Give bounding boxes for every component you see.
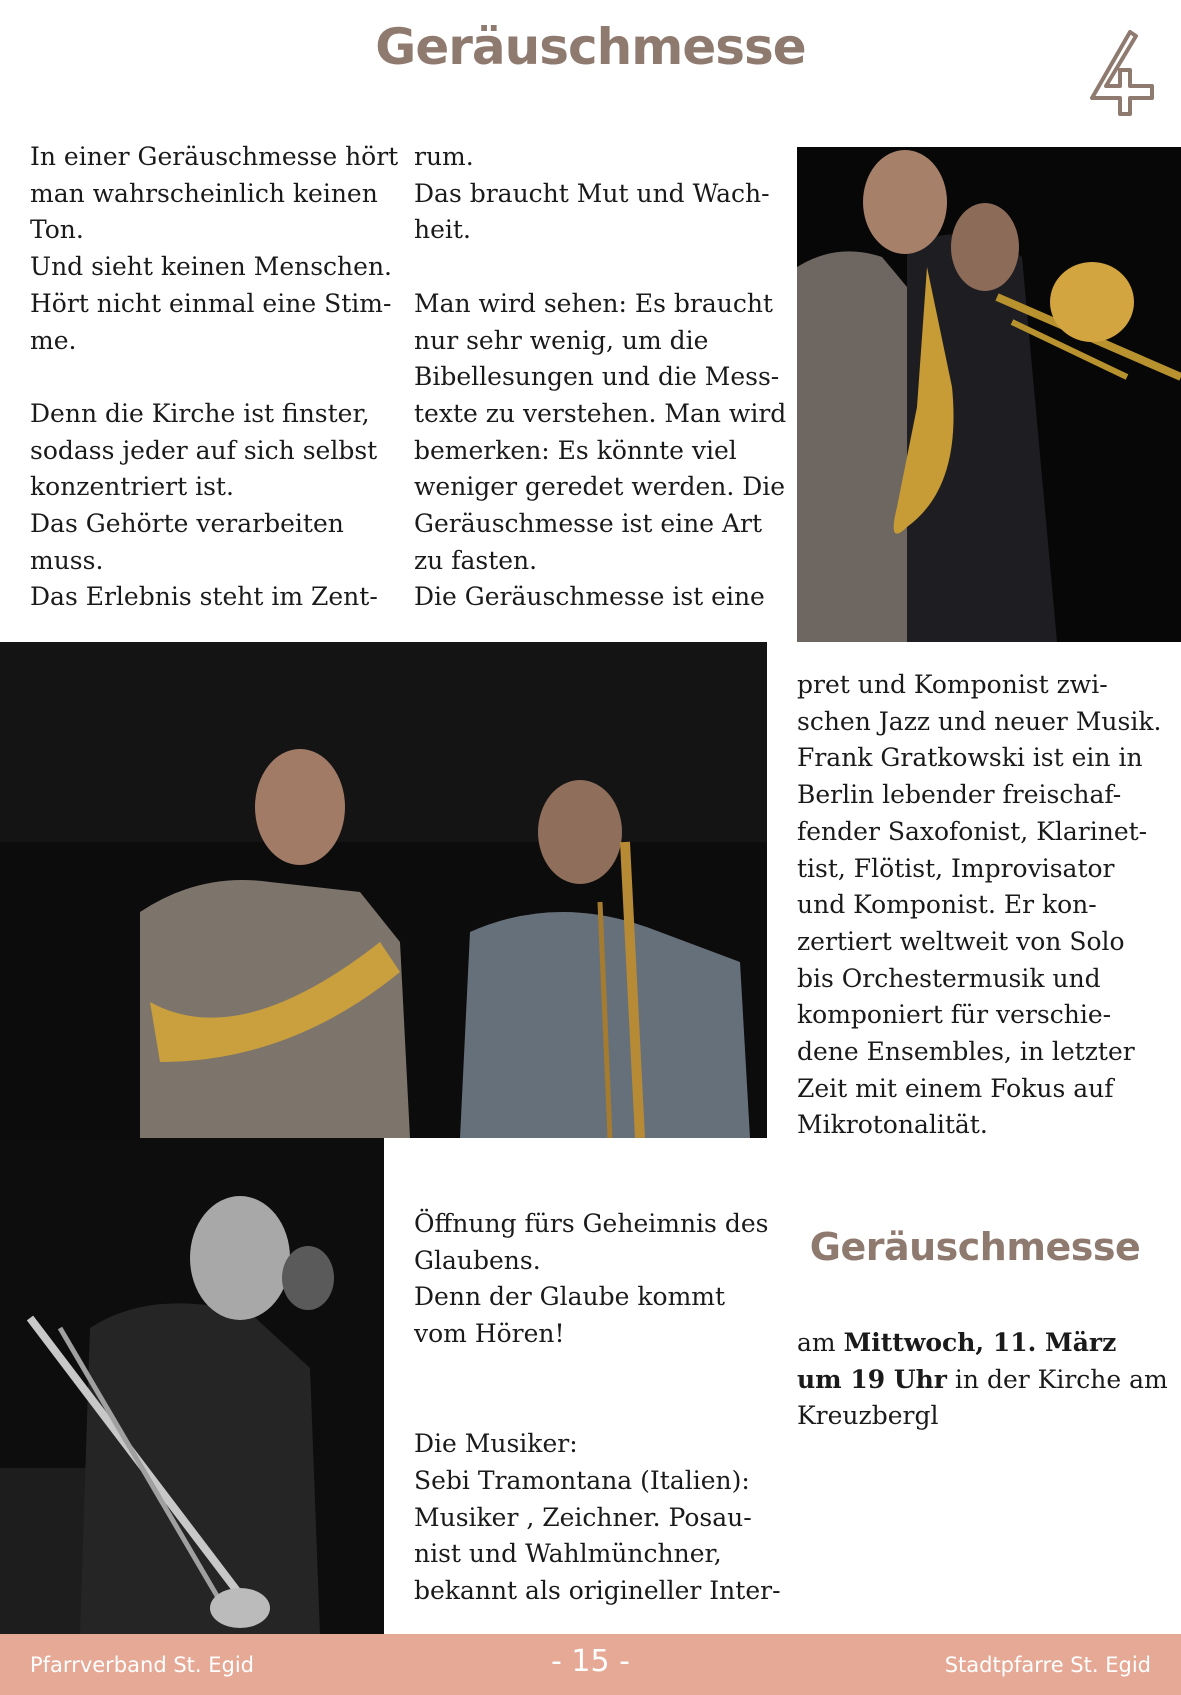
text-line: Das Gehörte verarbeiten: [30, 509, 344, 539]
event-date: Mittwoch, 11. März: [843, 1328, 1117, 1357]
page-footer: [0, 1634, 1181, 1695]
text-line: texte zu verstehen. Man wird: [414, 398, 787, 428]
text-line: Zeit mit einem Fokus auf: [797, 1073, 1114, 1103]
text-line: pret und Komponist zwi-: [797, 670, 1108, 699]
page-title: Geräuschmesse: [375, 18, 806, 76]
photo-musicians-talking: [0, 642, 767, 1138]
text-line: Sebi Tramontana (Italien):: [414, 1465, 750, 1495]
text-line: Mikrotonalität.: [797, 1110, 988, 1140]
text-line: Glaubens.: [414, 1245, 541, 1275]
text-line: Bibellesungen und die Mess-: [414, 362, 780, 392]
text-line: weniger geredet werden. Die: [414, 472, 786, 502]
text-line: bemerken: Es könnte viel: [414, 435, 737, 465]
cross-number-logo: [1086, 26, 1158, 120]
text-line: [414, 1390, 781, 1427]
text-line: Frank Gratkowski ist ein in: [797, 743, 1143, 773]
text-line: Und sieht keinen Menschen.: [30, 252, 392, 282]
text-line: Hört nicht einmal eine Stim-: [30, 288, 392, 318]
event-time: um 19 Uhr: [797, 1364, 947, 1394]
text-line: [414, 249, 786, 286]
text-line: [414, 1353, 781, 1390]
footer-right: Stadtpfarre St. Egid: [944, 1653, 1151, 1677]
text-line: und Komponist. Er kon-: [797, 890, 1097, 920]
text-line: Die Geräuschmesse ist eine: [414, 582, 765, 612]
photo-musicians-playing: [797, 147, 1181, 642]
text-line: Das Erlebnis steht im Zent-: [30, 582, 378, 612]
page-number: - 15 -: [551, 1644, 630, 1679]
text-line: vom Hören!: [414, 1319, 565, 1349]
text-line: zu fasten.: [414, 545, 538, 575]
event-place: Kreuzbergl: [797, 1401, 939, 1431]
text-line: man wahrscheinlich keinen: [30, 178, 378, 208]
photo-trombonist: [0, 1138, 384, 1634]
text-line: muss.: [30, 545, 104, 575]
footer-left: Pfarrverband St. Egid: [30, 1653, 254, 1677]
text-line: Denn die Kirche ist finster,: [30, 398, 370, 428]
text-line: dene Ensembles, in letzter: [797, 1037, 1135, 1067]
text-line: fender Saxofonist, Klarinet-: [797, 816, 1148, 846]
text-line: rum.: [414, 142, 474, 171]
text-line: Berlin lebender freischaf-: [797, 780, 1122, 810]
text-line: nur sehr wenig, um die: [414, 325, 709, 355]
text-line: Ton.: [30, 215, 84, 245]
text-line: schen Jazz und neuer Musik.: [797, 706, 1162, 736]
text-line: Öffnung fürs Geheimnis des: [414, 1209, 769, 1238]
text-line: komponiert für verschie-: [797, 1000, 1112, 1030]
text-line: konzentriert ist.: [30, 472, 234, 502]
event-details: [797, 1325, 1168, 1435]
text-line: Denn der Glaube kommt: [414, 1282, 726, 1312]
text-line: nist und Wahlmünchner,: [414, 1539, 722, 1569]
text-line: bekannt als origineller Inter-: [414, 1576, 781, 1605]
text-line: me.: [30, 325, 77, 355]
text-line: Man wird sehen: Es braucht: [414, 288, 773, 318]
event-location: in der Kirche am: [946, 1364, 1168, 1394]
text-column-3: [797, 667, 1161, 1144]
text-column-2: [414, 139, 786, 616]
text-column-4: [414, 1206, 781, 1610]
text-line: Die Musiker:: [414, 1429, 578, 1459]
text-line: sodass jeder auf sich selbst: [30, 435, 378, 465]
event-prefix: am: [797, 1328, 844, 1357]
text-line: bis Orchestermusik und: [797, 963, 1101, 993]
text-line: tist, Flötist, Improvisator: [797, 853, 1115, 883]
text-line: Musiker , Zeichner. Posau-: [414, 1502, 752, 1532]
text-column-1: [30, 139, 398, 616]
text-line: heit.: [414, 215, 471, 245]
event-heading: Geräuschmesse: [809, 1225, 1141, 1269]
text-line: Das braucht Mut und Wach-: [414, 178, 770, 208]
text-line: In einer Geräuschmesse hört: [30, 142, 399, 171]
text-line: Geräuschmesse ist eine Art: [414, 509, 763, 539]
text-line: [30, 359, 398, 396]
text-line: zertiert weltweit von Solo: [797, 926, 1125, 956]
